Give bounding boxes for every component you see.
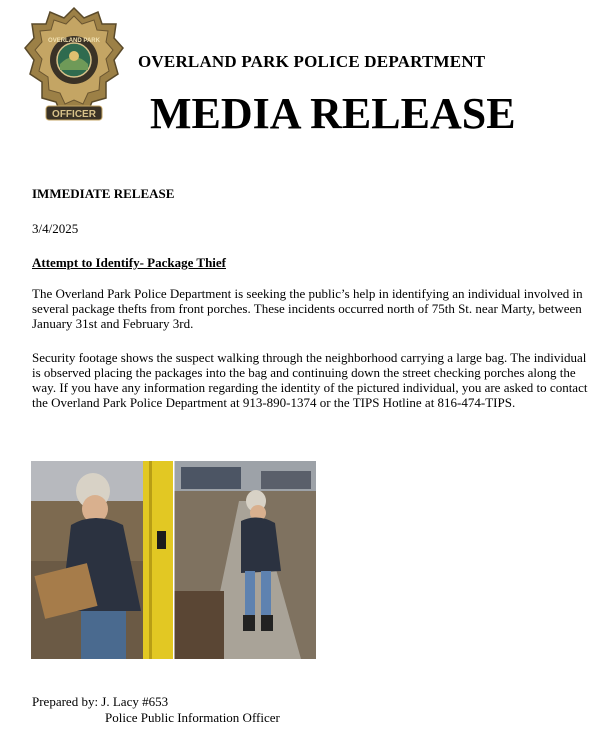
body-paragraph-2: Security footage shows the suspect walking through the neighborhood carrying a large bag. The individual is observed placing the packages into the bag and continuing down the street checking porches along the way. If you have any information regarding the identity of the pictured individual, you are asked to contact the Overland Park Police Department at 913-890-1374 or the TIPS Hotline at 816-474-TIPS. — [32, 350, 588, 410]
prepared-by: Prepared by: J. Lacy #653 — [32, 694, 169, 709]
release-subject: Attempt to Identify- Package Thief — [32, 255, 227, 270]
suspect-photo-right — [174, 461, 316, 659]
police-badge-logo — [24, 6, 124, 138]
page-title: MEDIA RELEASE — [150, 89, 516, 138]
body-paragraph-1: The Overland Park Police Department is seeking the public’s help in identifying an individual involved in several package thefts from front porches. These incidents occurred north of 75th St. near Marty, between January 31st and February 3rd. — [32, 286, 583, 331]
suspect-photos — [31, 461, 316, 659]
badge-bottom-text: OFFICER — [52, 109, 96, 120]
release-type: IMMEDIATE RELEASE — [32, 186, 175, 201]
police-badge-icon — [25, 8, 123, 120]
department-name: OVERLAND PARK POLICE DEPARTMENT — [138, 52, 486, 71]
suspect-photo-left — [31, 461, 173, 659]
prepared-by-title: Police Public Information Officer — [105, 710, 280, 725]
release-date: 3/4/2025 — [32, 221, 79, 236]
badge-top-text: OVERLAND PARK — [48, 38, 100, 44]
